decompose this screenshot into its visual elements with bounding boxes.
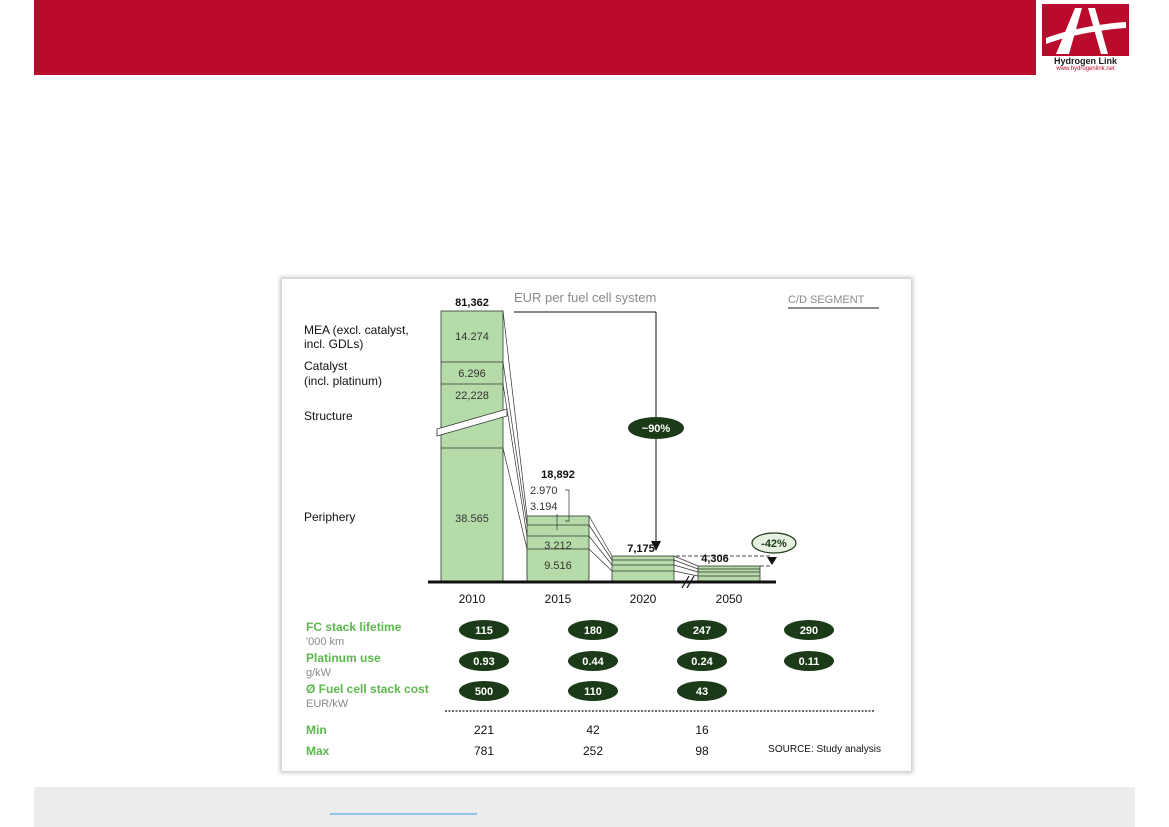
- source-note: SOURCE: Study analysis: [768, 744, 881, 755]
- value-stack-cost-2010: 500: [474, 686, 494, 698]
- metric-stack-cost-unit: EUR/kW: [306, 698, 349, 710]
- min-2010: 221: [473, 723, 495, 737]
- reduction-2050-arrow-head: [767, 557, 777, 565]
- metric-platinum-label: Platinum use: [306, 651, 381, 665]
- value-2015-mea: 2.970: [530, 485, 558, 497]
- value-2010-catalyst: 6.296: [458, 368, 486, 380]
- fuel-cell-cost-chart: [282, 279, 911, 771]
- metric-lifetime-values: [459, 620, 834, 640]
- logo-url[interactable]: www.hydrogenlink.net: [1056, 66, 1115, 72]
- max-2020: 98: [695, 744, 709, 758]
- footer-link-underline[interactable]: [330, 813, 477, 815]
- metric-stack-cost-values: [459, 681, 727, 701]
- value-2015-structure: 3.212: [544, 540, 572, 552]
- value-stack-cost-2015: 110: [584, 686, 602, 698]
- value-lifetime-2015: 180: [583, 625, 603, 637]
- reduction-total-label: ~90%: [641, 423, 671, 435]
- x-label-2020: 2020: [629, 592, 657, 606]
- value-2015-periphery: 9.516: [544, 560, 572, 572]
- value-platinum-2015: 0.44: [582, 656, 604, 668]
- value-lifetime-2020: 247: [692, 625, 712, 637]
- metric-stack-cost-label: Ø Fuel cell stack cost: [306, 682, 429, 696]
- label-mea-line1: MEA (excl. catalyst,: [304, 323, 409, 337]
- x-label-2015: 2015: [544, 592, 572, 606]
- value-platinum-2020: 0.24: [691, 656, 713, 668]
- header-banner: [34, 0, 1135, 75]
- max-2010: 781: [473, 744, 495, 758]
- hydrogen-link-logo-icon: [1042, 4, 1129, 56]
- max-label: Max: [306, 744, 330, 758]
- x-label-2010: 2010: [458, 592, 486, 606]
- metric-lifetime-unit: '000 km: [306, 636, 345, 648]
- total-2020: 7,175: [627, 543, 655, 555]
- label-mea-line2: incl. GDLs): [304, 337, 364, 351]
- metric-platinum-values: [459, 651, 834, 671]
- bar-2010: [441, 311, 503, 582]
- label-catalyst-line2: (incl. platinum): [304, 374, 383, 388]
- value-platinum-2050: 0.11: [798, 656, 820, 668]
- label-structure: Structure: [304, 409, 353, 423]
- chart-panel: [282, 279, 911, 771]
- min-2015: 42: [586, 723, 600, 737]
- metric-lifetime-label: FC stack lifetime: [306, 620, 402, 634]
- value-stack-cost-2020: 43: [695, 686, 709, 698]
- x-label-2050: 2050: [715, 592, 743, 606]
- total-2015: 18,892: [541, 469, 575, 481]
- bar-2050: [698, 566, 760, 582]
- value-platinum-2010: 0.93: [473, 656, 495, 668]
- segment-label: C/D SEGMENT: [788, 294, 865, 306]
- value-lifetime-2010: 115: [475, 625, 493, 637]
- min-2020: 16: [695, 723, 709, 737]
- footer-bar: [34, 787, 1135, 827]
- chart-title: EUR per fuel cell system: [514, 290, 657, 305]
- value-2010-structure: 22,228: [455, 390, 489, 402]
- logo-name: Hydrogen Link: [1053, 56, 1117, 66]
- value-lifetime-2050: 290: [799, 625, 819, 637]
- value-2015-catalyst: 3.194: [530, 501, 558, 513]
- total-2050: 4,306: [701, 553, 729, 565]
- total-2010: 81,362: [455, 297, 489, 309]
- max-2015: 252: [582, 744, 604, 758]
- min-label: Min: [306, 723, 327, 737]
- brand-logo[interactable]: [1036, 0, 1135, 75]
- label-catalyst-line1: Catalyst: [304, 359, 348, 373]
- label-periphery: Periphery: [304, 510, 356, 524]
- value-2010-mea: 14.274: [455, 331, 489, 343]
- value-2010-periphery: 38.565: [455, 513, 489, 525]
- reduction-2050-label: -42%: [761, 538, 787, 550]
- metric-platinum-unit: g/kW: [306, 667, 332, 679]
